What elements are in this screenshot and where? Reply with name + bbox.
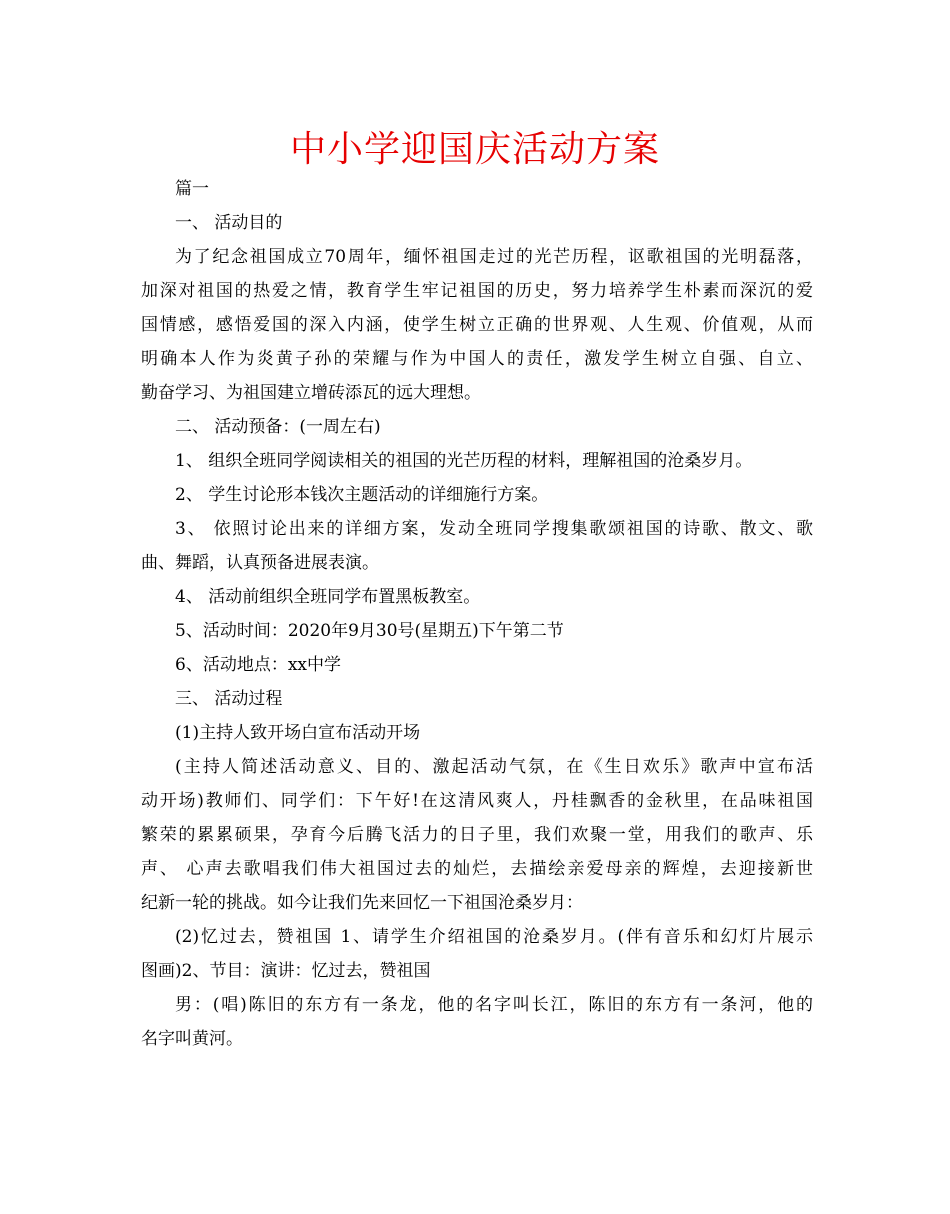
text-line: 动开场)教师们、同学们：下午好!在这清风爽人，丹桂飘香的金秋里，在品味祖国 xyxy=(141,791,813,811)
text-line: (2)忆过去，赞祖国 1、请学生介绍祖国的沧桑岁月。(伴有音乐和幻灯片展示 xyxy=(175,927,813,947)
text-line: 名字叫黄河。 xyxy=(141,1029,243,1049)
text-line: 为了纪念祖国成立70周年，缅怀祖国走过的光芒历程，讴歌祖国的光明磊落， xyxy=(175,247,813,267)
text-line: 二、 活动预备：(一周左右) xyxy=(175,417,381,437)
text-line: 6、活动地点：xx中学 xyxy=(175,655,341,675)
text-line: 三、 活动过程 xyxy=(175,689,283,709)
text-line: 明确本人作为炎黄子孙的荣耀与作为中国人的责任，激发学生树立自强、自立、 xyxy=(141,349,813,369)
document-body xyxy=(141,172,813,1056)
text-line: 纪新一轮的挑战。如今让我们先来回忆一下祖国沧桑岁月： xyxy=(141,893,583,913)
text-line: 国情感，感悟爱国的深入内涵，使学生树立正确的世界观、人生观、价值观，从而 xyxy=(141,315,813,335)
text-line: 男：(唱)陈旧的东方有一条龙，他的名字叫长江，陈旧的东方有一条河，他的 xyxy=(175,995,813,1015)
text-line: 一、 活动目的 xyxy=(175,213,283,233)
document-title: 中小学迎国庆活动方案 xyxy=(289,129,660,170)
text-line: (主持人简述活动意义、目的、激起活动气氛，在《生日欢乐》歌声中宣布活 xyxy=(175,757,813,777)
text-line: 声、 心声去歌唱我们伟大祖国过去的灿烂，去描绘亲爱母亲的辉煌，去迎接新世 xyxy=(141,859,813,879)
text-line: 曲、舞蹈，认真预备进展表演。 xyxy=(141,553,379,573)
text-line: 加深对祖国的热爱之情，教育学生牢记祖国的历史，努力培养学生朴素而深沉的爱 xyxy=(141,281,813,301)
text-line: 篇一 xyxy=(175,179,209,199)
text-line: 图画)2、节目：演讲：忆过去，赞祖国 xyxy=(141,961,431,981)
text-line: 3、 依照讨论出来的详细方案，发动全班同学搜集歌颂祖国的诗歌、散文、歌 xyxy=(175,519,813,539)
text-line: 1、 组织全班同学阅读相关的祖国的光芒历程的材料，理解祖国的沧桑岁月。 xyxy=(175,451,753,471)
text-line: (1)主持人致开场白宣布活动开场 xyxy=(175,723,421,743)
text-line: 繁荣的累累硕果，孕育今后腾飞活力的日子里，我们欢聚一堂，用我们的歌声、乐 xyxy=(141,825,813,845)
text-line: 2、 学生讨论形本钱次主题活动的详细施行方案。 xyxy=(175,485,549,505)
text-line: 4、 活动前组织全班同学布置黑板教室。 xyxy=(175,587,481,607)
text-line: 勤奋学习、为祖国建立增砖添瓦的远大理想。 xyxy=(141,383,481,403)
text-line: 5、活动时间：2020年9月30号(星期五)下午第二节 xyxy=(175,621,564,641)
